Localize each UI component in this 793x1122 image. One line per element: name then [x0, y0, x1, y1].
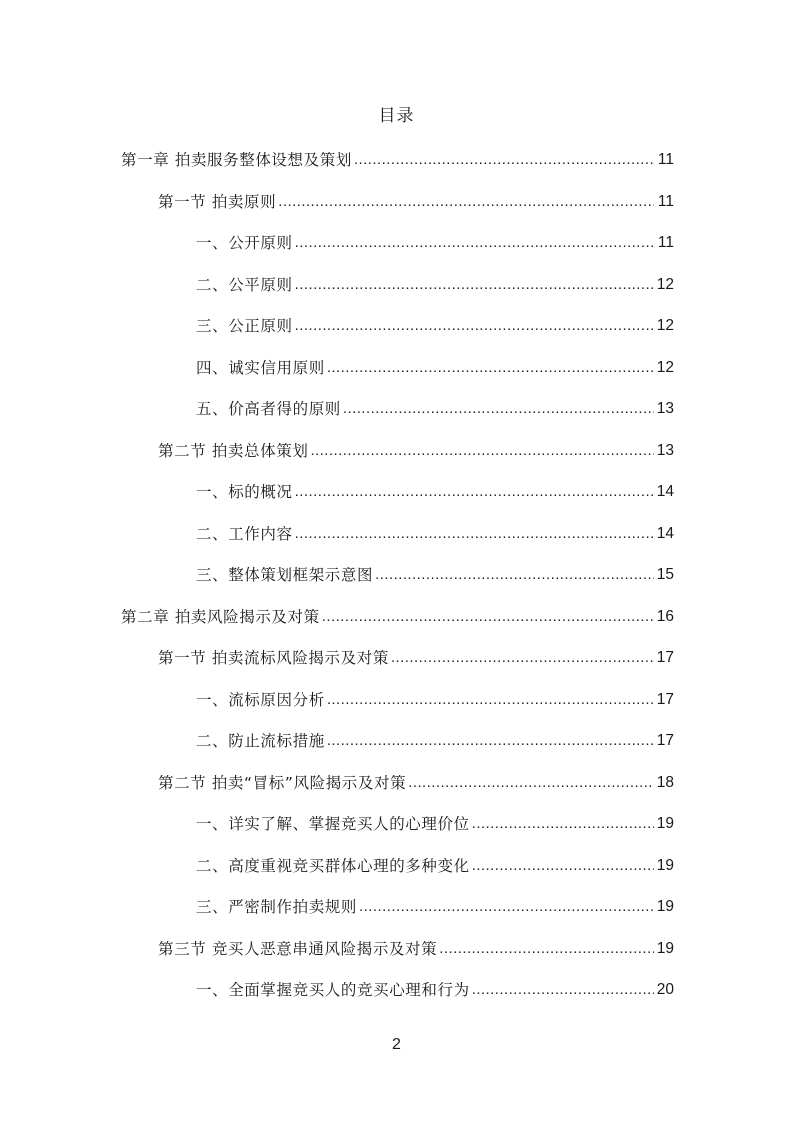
toc-entry-section[interactable] — [158, 644, 674, 670]
dot-leader — [322, 605, 654, 629]
toc-entry-subsection[interactable] — [196, 478, 674, 504]
toc-entry-section[interactable] — [158, 935, 674, 961]
toc-entry-label: 一、标的概况 — [196, 483, 293, 501]
dot-leader — [472, 812, 654, 836]
dot-leader — [327, 356, 654, 380]
toc-entry-page: 13 — [656, 441, 674, 459]
toc-entry-page: 17 — [656, 649, 674, 666]
dot-leader — [391, 646, 654, 670]
dot-leader — [327, 729, 654, 753]
dot-leader — [310, 439, 654, 463]
toc-entry-label: 一、公开原则 — [196, 234, 293, 252]
toc-entry-subsection[interactable] — [196, 271, 674, 297]
dot-leader — [359, 895, 654, 919]
toc-entry-page: 11 — [657, 192, 674, 210]
toc-entry-subsection[interactable] — [196, 810, 674, 836]
toc-entry-page: 13 — [656, 400, 674, 417]
toc-entry-page: 19 — [656, 898, 674, 915]
dot-leader — [354, 148, 654, 172]
toc-entry-page: 16 — [656, 607, 674, 625]
toc-entry-label: 二、公平原则 — [196, 275, 293, 294]
toc-entry-subsection[interactable] — [196, 395, 674, 421]
toc-entry-label: 五、价高者得的原则 — [196, 400, 341, 418]
toc-entry-subsection[interactable] — [196, 852, 674, 878]
toc-entry-section[interactable] — [158, 437, 674, 463]
toc-entry-label: 第一节 拍卖流标风险揭示及对策 — [158, 649, 389, 667]
toc-entry-label: 第一节 拍卖原则 — [158, 192, 277, 211]
toc-entry-page: 14 — [656, 483, 674, 500]
toc-entry-subsection[interactable] — [196, 229, 674, 255]
toc-entry-page: 12 — [656, 275, 674, 293]
dot-leader — [472, 978, 654, 1002]
toc-entry-label: 第二章 拍卖风险揭示及对策 — [121, 607, 320, 626]
toc-entry-chapter[interactable] — [121, 603, 674, 629]
toc-entry-label: 二、高度重视竞买群体心理的多种变化 — [196, 856, 470, 875]
toc-entry-page: 19 — [656, 815, 674, 832]
dot-leader — [327, 688, 654, 712]
dot-leader — [375, 563, 654, 587]
toc-entry-page: 19 — [656, 856, 674, 874]
toc-entry-label: 三、公正原则 — [196, 317, 293, 335]
toc-entry-label: 第一章 拍卖服务整体设想及策划 — [121, 151, 352, 169]
toc-entry-label: 一、全面掌握竞买人的竞买心理和行为 — [196, 981, 470, 999]
toc-entry-page: 11 — [657, 234, 674, 251]
toc-entry-label: 第二节 拍卖“冒标”风险揭示及对策 — [158, 773, 407, 792]
toc-entry-label: 四、诚实信用原则 — [196, 358, 325, 377]
dot-leader — [295, 314, 654, 338]
toc-entry-section[interactable] — [158, 188, 674, 214]
dot-leader — [472, 854, 654, 878]
toc-entry-label: 第二节 拍卖总体策划 — [158, 441, 309, 460]
toc-entry-subsection[interactable] — [196, 976, 674, 1002]
toc-entry-page: 12 — [656, 358, 674, 376]
dot-leader — [439, 937, 654, 961]
toc-entry-subsection[interactable] — [196, 561, 674, 587]
toc-entry-label: 一、详实了解、掌握竞买人的心理价位 — [196, 815, 470, 833]
dot-leader — [295, 522, 654, 546]
toc-entry-section[interactable] — [158, 769, 674, 795]
toc-entry-label: 第三节 竞买人恶意串通风险揭示及对策 — [158, 939, 438, 958]
toc-entry-label: 二、防止流标措施 — [196, 732, 325, 750]
toc-entry-page: 11 — [657, 151, 674, 168]
toc-entry-label: 三、严密制作拍卖规则 — [196, 898, 358, 916]
toc-entry-chapter[interactable] — [121, 146, 674, 172]
dot-leader — [295, 231, 654, 255]
dot-leader — [278, 190, 654, 214]
toc-entry-page: 14 — [656, 524, 674, 542]
toc-entry-subsection[interactable] — [196, 312, 674, 338]
dot-leader — [408, 771, 654, 795]
toc-entry-subsection[interactable] — [196, 727, 674, 753]
dot-leader — [343, 397, 654, 421]
toc-entry-subsection[interactable] — [196, 686, 674, 712]
page-number: 2 — [392, 1036, 401, 1053]
dot-leader — [295, 480, 654, 504]
toc-entry-label: 一、流标原因分析 — [196, 690, 325, 709]
toc-entry-page: 17 — [656, 732, 674, 749]
toc-entry-label: 二、工作内容 — [196, 524, 293, 543]
toc-title: 目录 — [378, 106, 415, 126]
toc-entry-page: 19 — [656, 939, 674, 957]
toc-entry-subsection[interactable] — [196, 520, 674, 546]
toc-entry-subsection[interactable] — [196, 893, 674, 919]
toc-entry-page: 12 — [656, 317, 674, 334]
toc-entry-page: 17 — [656, 690, 674, 708]
dot-leader — [295, 273, 654, 297]
toc-entry-page: 15 — [656, 566, 674, 583]
toc-entry-subsection[interactable] — [196, 354, 674, 380]
toc-entry-label: 三、整体策划框架示意图 — [196, 566, 374, 584]
toc-entry-page: 18 — [656, 773, 674, 791]
toc-entry-page: 20 — [656, 981, 674, 998]
